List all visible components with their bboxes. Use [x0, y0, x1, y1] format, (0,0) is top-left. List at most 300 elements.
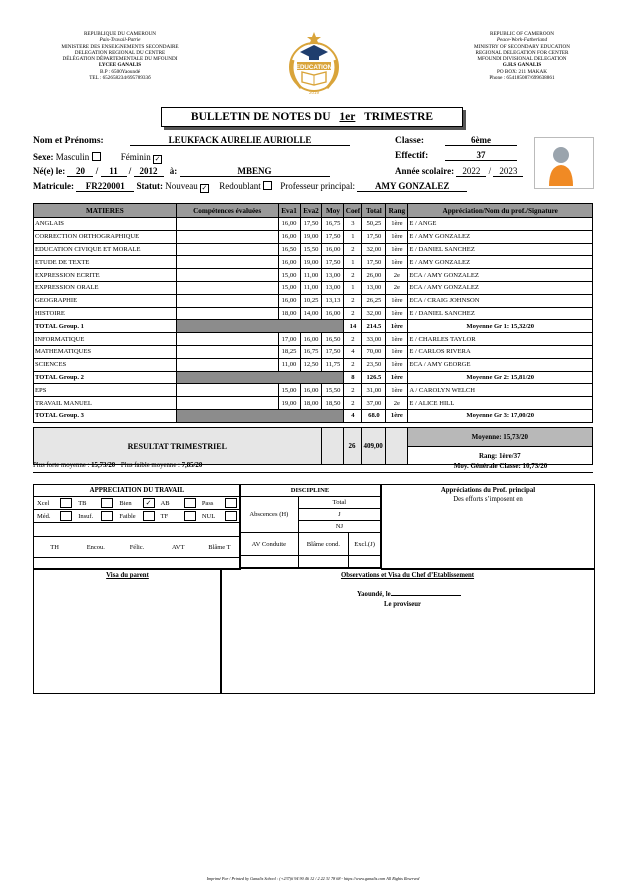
appreciation-checkbox[interactable] — [225, 498, 237, 508]
eva2-cell: 16,75 — [300, 345, 322, 358]
total-coef: 4 — [344, 409, 362, 422]
total-cell: 32,00 — [362, 243, 386, 256]
coef-cell: 2 — [344, 333, 362, 346]
rang-cell: 2e — [386, 397, 408, 410]
header-appreciation: Appréciation/Nom du prof./Signature — [408, 204, 593, 218]
rang-cell: 1ère — [386, 294, 408, 307]
total-rang: 1ère — [386, 320, 408, 333]
appreciation-option[interactable] — [75, 498, 116, 508]
coef-cell: 1 — [344, 256, 362, 269]
moy-cell: 11,75 — [322, 358, 344, 371]
header-moy: Moy — [322, 204, 344, 218]
svg-text:EDUCATION: EDUCATION — [295, 63, 333, 71]
appreciation-option[interactable] — [34, 511, 75, 521]
appreciation-cell: ECA / AMY GONZALEZ — [408, 281, 593, 294]
nouveau-label: Nouveau — [165, 181, 198, 191]
sex-row — [33, 152, 162, 164]
appreciation-box — [33, 484, 241, 570]
appreciation-cell: E / CHARLES TAYLOR — [408, 333, 593, 346]
excl-j: Excl.(J) — [349, 533, 381, 556]
header-left — [40, 31, 200, 81]
visa-parent-box — [33, 568, 222, 694]
subject-name: SCIENCES — [34, 358, 177, 371]
group-average: Moyenne Gr 1: 15,32/20 — [408, 320, 593, 333]
subject-name: MATHEMATIQUES — [34, 345, 177, 358]
eva2-cell: 11,00 — [300, 281, 322, 294]
distinction-option: AVT — [171, 543, 185, 551]
moy-cell: 13,00 — [322, 269, 344, 282]
born-year: 2012 — [134, 166, 164, 177]
class-label: Classe: — [395, 136, 425, 146]
chef-role: Le proviseur — [384, 601, 422, 608]
prof-value: AMY GONZALEZ — [357, 181, 467, 192]
eva2-cell: 18,00 — [300, 397, 322, 410]
appreciation-cell: ECA / AMY GONZALEZ — [408, 269, 593, 282]
total-shaded — [176, 409, 344, 422]
rang-cell: 1ère — [386, 256, 408, 269]
appreciation-option-label: Bien — [119, 499, 132, 507]
eva1-cell: 17,00 — [278, 333, 300, 346]
eva2-cell: 19,00 — [300, 230, 322, 243]
appreciation-option-label: Pass — [201, 499, 214, 507]
chef-box — [220, 568, 595, 694]
appreciation-checkbox[interactable] — [60, 511, 72, 521]
eva2-cell: 11,00 — [300, 269, 322, 282]
header-left-tel: TEL : 652658234/69578933б — [89, 75, 151, 82]
coef-cell: 2 — [344, 243, 362, 256]
student-photo — [534, 137, 594, 189]
low-value: 7,85/20 — [181, 462, 203, 469]
subject-row — [34, 256, 593, 269]
moy-cell: 16,00 — [322, 243, 344, 256]
appreciation-option[interactable] — [75, 511, 116, 521]
year-label: Année scolaire: — [395, 166, 455, 176]
competences-cell — [176, 384, 278, 397]
title-term: 1er — [339, 111, 356, 123]
header-total: Total — [362, 204, 386, 218]
eva1-cell: 19,00 — [278, 397, 300, 410]
visa-parent-title: Visa du parent — [106, 572, 149, 579]
coef-cell: 1 — [344, 281, 362, 294]
subject-name: ETUDE DE TEXTE — [34, 256, 177, 269]
appreciation-cell: ECA / CRAIG JOHNSON — [408, 294, 593, 307]
distinction-option: TH — [50, 543, 59, 551]
low-label: Plus faible moyenne : — [120, 462, 182, 469]
subject-name: INFORMATIQUE — [34, 333, 177, 346]
appreciation-option[interactable] — [116, 498, 157, 508]
high-label: Plus forte moyenne : — [33, 462, 92, 469]
matricule-row — [33, 181, 467, 193]
appreciation-option[interactable] — [199, 511, 240, 521]
header-right-country: REPUBLIC OF CAMEROON — [490, 31, 554, 37]
title-suffix: TRIMESTRE — [364, 111, 434, 123]
total-cell: 23,50 — [362, 358, 386, 371]
av-conduite: AV Conduite — [240, 533, 299, 556]
appreciation-checkbox[interactable] — [60, 498, 72, 508]
absence-nj: NJ — [298, 521, 380, 533]
total-cell: 17,50 — [362, 230, 386, 243]
header-coef: Coef — [344, 204, 362, 218]
grades-table — [33, 203, 593, 423]
total-cell: 37,00 — [362, 397, 386, 410]
female-label: Féminin — [120, 152, 151, 162]
appreciation-cell: A / CAROLYN WELCH — [408, 384, 593, 397]
header-right-address: PO BOX: 211 MAKAK — [496, 68, 548, 75]
rang-cell: 1ère — [386, 307, 408, 320]
eva1-cell: 15,00 — [278, 281, 300, 294]
total-value: 68.0 — [362, 409, 386, 422]
total-group-2-row — [34, 371, 593, 384]
male-checkbox[interactable] — [92, 152, 101, 161]
subject-row — [34, 269, 593, 282]
appreciation-option-label: AB — [160, 499, 170, 507]
matricule-label: Matricule: — [33, 181, 74, 191]
rang-cell: 1ère — [386, 333, 408, 346]
appreciation-checkbox[interactable] — [184, 498, 196, 508]
header-right-school: G.H.S GANALIS — [502, 62, 542, 69]
eva1-cell: 16,00 — [278, 218, 300, 231]
subject-row — [34, 218, 593, 231]
appreciation-cell: E / ANGE — [408, 218, 593, 231]
discipline-title: DISCIPLINE — [240, 485, 381, 497]
appreciation-row-1 — [34, 497, 240, 510]
competences-cell — [176, 307, 278, 320]
discipline-value — [298, 556, 348, 568]
eva2-cell: 19,00 — [300, 256, 322, 269]
total-rang: 1ère — [386, 371, 408, 384]
result-blank — [321, 428, 343, 465]
header-left-regional: DELEGATION REGIONAL DU CENTRE — [74, 49, 166, 56]
appreciation-option-label: NUL — [201, 512, 216, 520]
appreciation-option-label: TF — [160, 512, 169, 520]
coef-cell: 4 — [344, 345, 362, 358]
absence-total: Total — [298, 497, 380, 509]
eva1-cell: 15,00 — [278, 269, 300, 282]
eva2-cell: 17,50 — [300, 218, 322, 231]
result-coef: 26 — [343, 428, 361, 465]
appreciation-cell: E / CARLOS RIVERA — [408, 345, 593, 358]
subject-row — [34, 281, 593, 294]
appreciation-title: APPRECIATION DU TRAVAIL — [34, 485, 240, 497]
moy-cell: 18,50 — [322, 397, 344, 410]
eva2-cell: 16,00 — [300, 384, 322, 397]
year-row: Année scolaire: 2022 / 2023 — [395, 166, 523, 177]
subject-row — [34, 333, 593, 346]
chef-title: Observations et Visa du Chef d’Etablissement — [340, 572, 475, 579]
total-cell: 50,25 — [362, 218, 386, 231]
user-avatar-icon — [535, 138, 593, 188]
appreciation-option[interactable] — [158, 498, 199, 508]
distinction-option: Félic. — [129, 543, 145, 551]
appreciation-spacer — [34, 523, 240, 537]
prof-appreciation-text: Des efforts s’imposent en — [453, 496, 523, 503]
subject-name: TRAVAIL MANUEL — [34, 397, 177, 410]
header-left-country: REPUBLIQUE DU CAMEROUN — [83, 31, 157, 37]
subject-row — [34, 243, 593, 256]
coef-cell: 1 — [344, 230, 362, 243]
male-label: Masculin — [55, 152, 90, 162]
appreciation-cell: E / ALICE HILL — [408, 397, 593, 410]
prof-appreciation-title: Appréciations du Prof. principal — [440, 487, 536, 494]
appreciation-option-label: Méd. — [37, 512, 51, 520]
appreciation-option-label: TB — [78, 499, 87, 507]
coef-cell: 2 — [344, 384, 362, 397]
statut-label: Statut: — [136, 181, 163, 191]
total-value: 126.5 — [362, 371, 386, 384]
eva1-cell: 18,25 — [278, 345, 300, 358]
total-shaded — [176, 371, 344, 384]
total-label: TOTAL Group. 1 — [34, 320, 177, 333]
header-rang: Rang — [386, 204, 408, 218]
student-class: 6ème — [445, 135, 517, 146]
born-label: Né(e) le: — [33, 166, 66, 176]
eva1-cell: 18,00 — [278, 307, 300, 320]
subject-row — [34, 397, 593, 410]
title-prefix: BULLETIN DE NOTES DU — [190, 111, 331, 123]
chef-place — [357, 591, 461, 598]
student-name: LEUKFACK AURELIE AURIOLLE — [130, 135, 350, 146]
total-shaded — [176, 320, 344, 333]
moy-cell: 17,50 — [322, 345, 344, 358]
moy-cell: 17,50 — [322, 256, 344, 269]
appreciation-checkbox[interactable] — [143, 511, 155, 521]
competences-cell — [176, 218, 278, 231]
appreciation-cell: E / DANIEL SANCHEZ — [408, 307, 593, 320]
result-moyenne: Moyenne: 15,73/20 — [407, 428, 592, 447]
competences-cell — [176, 281, 278, 294]
header-eva1: Eva1 — [278, 204, 300, 218]
total-group-3-row — [34, 409, 593, 422]
subject-row — [34, 345, 593, 358]
total-cell: 13,00 — [362, 281, 386, 294]
header-competences: Compétences évaluées — [176, 204, 278, 218]
subject-name: EXPRESSION ECRITE — [34, 269, 177, 282]
total-coef: 8 — [344, 371, 362, 384]
eva1-cell: 16,50 — [278, 243, 300, 256]
eva2-cell: 10,25 — [300, 294, 322, 307]
group-average: Moyenne Gr 2: 15,81/20 — [408, 371, 593, 384]
subject-row — [34, 230, 593, 243]
rang-cell: 1ère — [386, 230, 408, 243]
appreciation-cell: ECA / AMY GEORGE — [408, 358, 593, 371]
appreciation-option-label: Insuf. — [78, 512, 94, 520]
prof-label: Professeur principal: — [280, 181, 355, 191]
moy-cell: 15,50 — [322, 384, 344, 397]
appreciation-option[interactable] — [116, 511, 157, 521]
appreciation-cell: E / DANIEL SANCHEZ — [408, 243, 593, 256]
high-value: 15,73/20 — [91, 462, 116, 469]
appreciation-cell: E / AMY GONZALEZ — [408, 256, 593, 269]
total-cell: 26,00 — [362, 269, 386, 282]
svg-text:2019: 2019 — [308, 90, 320, 95]
result-table — [33, 427, 593, 465]
header-right-ministry: MINISTRY OF SECONDARY EDUCATION — [473, 43, 571, 50]
header-left-address: B.P : 6500Yaoundé — [99, 68, 141, 75]
effectif-label: Effectif: — [395, 151, 429, 161]
total-cell: 33,00 — [362, 333, 386, 346]
eva2-cell: 15,50 — [300, 243, 322, 256]
appreciation-checkbox[interactable]: ✓ — [143, 498, 155, 508]
competences-cell — [176, 358, 278, 371]
moy-cell: 16,00 — [322, 307, 344, 320]
prof-appreciation-box — [381, 484, 595, 570]
moy-cell: 13,00 — [322, 281, 344, 294]
discipline-value — [240, 556, 299, 568]
eva1-cell: 15,00 — [278, 384, 300, 397]
year-start: 2022 — [456, 166, 486, 177]
born-at-label: à: — [169, 166, 178, 176]
female-checkbox[interactable]: ✓ — [154, 155, 161, 163]
moy-cell: 17,50 — [322, 230, 344, 243]
blame-cond: Blâme cond. — [298, 533, 348, 556]
rang-cell: 2e — [386, 281, 408, 294]
appreciation-checkbox[interactable] — [184, 511, 196, 521]
eva2-cell: 12,50 — [300, 358, 322, 371]
rang-cell: 1ère — [386, 218, 408, 231]
group-average: Moyenne Gr 3: 17,00/20 — [408, 409, 593, 422]
student-effectif: 37 — [445, 150, 517, 161]
eva2-cell: 16,00 — [300, 333, 322, 346]
appreciation-bottom-row — [34, 537, 240, 558]
appreciation-option-label: Faible — [119, 512, 136, 520]
redoublant-label: Redoublant — [219, 181, 261, 191]
total-label: TOTAL Group. 3 — [34, 409, 177, 422]
appreciation-checkbox[interactable] — [101, 511, 113, 521]
header-left-motto: Paix-Travail-Patrie — [99, 37, 141, 44]
absences-label: Abscences (H) — [240, 497, 299, 533]
moy-cell: 13,13 — [322, 294, 344, 307]
born-day: 20 — [67, 166, 93, 177]
matricule-value: FR220001 — [76, 181, 134, 192]
header-right-regional: REGIONAL DELEGATION FOR CENTER — [475, 49, 569, 56]
total-label: TOTAL Group. 2 — [34, 371, 177, 384]
competences-cell — [176, 230, 278, 243]
extreme-averages — [33, 462, 202, 469]
distinction-option: Blâme T — [208, 543, 231, 551]
result-label: RESULTAT TRIMESTRIEL — [34, 428, 322, 465]
coef-cell: 2 — [344, 358, 362, 371]
header-left-departmental: DÉLÉGATION DÉPARTEMENTALE DU MFOUNDI — [62, 56, 178, 63]
rang-cell: 1ère — [386, 345, 408, 358]
redoublant-checkbox[interactable] — [263, 181, 272, 190]
total-cell: 70,00 — [362, 345, 386, 358]
appreciation-option[interactable] — [199, 498, 240, 508]
subject-row — [34, 307, 593, 320]
header-left-ministry: MINISTERE DES ENSEIGNEMENTS SECONDAIRE — [61, 43, 179, 50]
appreciation-option[interactable] — [158, 511, 199, 521]
absence-j: J — [298, 509, 380, 521]
subject-row — [34, 358, 593, 371]
class-average: Moy. Générale Classe: 10,73/20 — [453, 462, 548, 470]
result-rang: Rang: 1ère/37 — [407, 447, 592, 465]
report-title — [161, 107, 463, 127]
subject-name: ANGLAIS — [34, 218, 177, 231]
header-right-phone: Phone : 654185087/699638861 — [489, 75, 555, 82]
competences-cell — [176, 243, 278, 256]
eva2-cell: 14,00 — [300, 307, 322, 320]
divider — [33, 472, 593, 473]
subject-name: EXPRESSION ORALE — [34, 281, 177, 294]
grades-header-row — [34, 204, 593, 218]
competences-cell — [176, 269, 278, 282]
header-left-school: LYCEE GANALIS — [98, 62, 142, 69]
school-logo — [283, 30, 345, 100]
eva1-cell: 11,00 — [278, 358, 300, 371]
discipline-value — [349, 556, 381, 568]
subject-name: EPS — [34, 384, 177, 397]
competences-cell — [176, 333, 278, 346]
page-footer: Imprimé Par / Printed by Ganalis School : (+237)6 94 90 46 12 / 2 22 31 78 68 - https://www.ganalis.com All Rights Reserved — [206, 876, 420, 881]
subject-row — [34, 294, 593, 307]
rang-cell: 1ère — [386, 384, 408, 397]
result-rang-blank — [385, 428, 407, 465]
total-rang: 1ère — [386, 409, 408, 422]
total-cell: 26,25 — [362, 294, 386, 307]
moy-cell: 16,75 — [322, 218, 344, 231]
chef-place-text: Yaoundé, le — [357, 591, 391, 598]
total-cell: 17,50 — [362, 256, 386, 269]
subject-name: GEOGRAPHIE — [34, 294, 177, 307]
competences-cell — [176, 397, 278, 410]
competences-cell — [176, 294, 278, 307]
coef-cell: 2 — [344, 307, 362, 320]
subject-name: HISTOIRE — [34, 307, 177, 320]
result-total: 409,00 — [361, 428, 385, 465]
eva1-cell: 16,00 — [278, 230, 300, 243]
eva1-cell: 16,00 — [278, 256, 300, 269]
rang-cell: 2e — [386, 269, 408, 282]
birth-row: Né(e) le: 20 / 11 / 2012 à: MBENG — [33, 166, 330, 177]
distinction-option: Encou. — [86, 543, 105, 551]
subject-name: CORRECTION ORTHOGRAPHIQUE — [34, 230, 177, 243]
total-cell: 31,00 — [362, 384, 386, 397]
rang-cell: 1ère — [386, 358, 408, 371]
appreciation-option-label: Xcel — [37, 499, 50, 507]
nouveau-checkbox[interactable]: ✓ — [201, 184, 208, 192]
sex-label: Sexe: — [33, 152, 54, 162]
competences-cell — [176, 256, 278, 269]
header-right — [452, 31, 592, 81]
total-coef: 14 — [344, 320, 362, 333]
appreciation-checkbox[interactable] — [101, 498, 113, 508]
total-value: 214.5 — [362, 320, 386, 333]
appreciation-cell: E / AMY GONZALEZ — [408, 230, 593, 243]
competences-cell — [176, 345, 278, 358]
born-place: MBENG — [180, 166, 330, 177]
header-right-motto: Peace-Work-Fatherland — [496, 37, 548, 44]
appreciation-row-2 — [34, 510, 240, 523]
appreciation-option[interactable] — [34, 498, 75, 508]
eva1-cell: 16,00 — [278, 294, 300, 307]
total-cell: 32,00 — [362, 307, 386, 320]
year-end: 2023 — [493, 166, 523, 177]
education-emblem-icon — [283, 30, 345, 100]
born-month: 11 — [101, 166, 127, 177]
rang-cell: 1ère — [386, 243, 408, 256]
header-right-divisional: MFOUNDI DIVISIONAL DELEGATION — [477, 56, 567, 63]
header-eva2: Eva2 — [300, 204, 322, 218]
coef-cell: 3 — [344, 218, 362, 231]
appreciation-checkbox[interactable] — [225, 511, 237, 521]
header-matieres: MATIERES — [34, 204, 177, 218]
discipline-table — [239, 484, 381, 568]
name-label: Nom et Prénoms: — [33, 136, 104, 146]
coef-cell: 2 — [344, 269, 362, 282]
total-group-1-row — [34, 320, 593, 333]
subject-row — [34, 384, 593, 397]
coef-cell: 2 — [344, 397, 362, 410]
subject-name: EDUCATION CIVIQUE ET MORALE — [34, 243, 177, 256]
